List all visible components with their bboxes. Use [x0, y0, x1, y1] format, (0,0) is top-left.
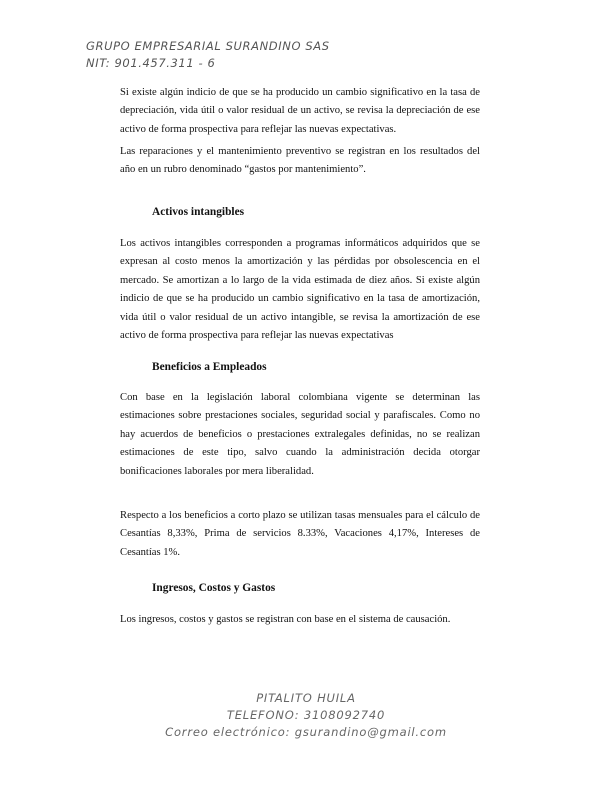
footer-city: PITALITO HUILA [256, 691, 356, 705]
footer-phone: TELEFONO: 3108092740 [226, 708, 386, 722]
letterhead [86, 38, 330, 72]
paragraph-depreciation: Si existe algún indicio de que se ha producido un cambio significativo en la tasa de depreciación, vida útil o valor residual de un activo, se revisa la depreciación de ese activo de forma prospectiva para reflejar las nuevas expectativas. [120, 87, 480, 135]
heading-income-costs: Ingresos, Costos y Gastos [152, 582, 276, 594]
paragraph-employee-benefits: Con base en la legislación laboral colombiana vigente se determinan las estimaciones sobre prestaciones sociales, seguridad social y parafiscales. Como no hay acuerdos de beneficios o prestaciones extralegales definidas, no se realizan estimaciones de este tipo, salvo cuando la administración decida otorgar bonificaciones laborales por mera liberalidad. [120, 392, 480, 477]
paragraph-intangibles: Los activos intangibles corresponden a programas informáticos adquiridos que se expresan al costo menos la amortización y las pérdidas por obsolescencia en el mercado. Se amortizan a lo largo de la vida estimada de diez años. Si existe algún indicio de que se ha producido un cambio significativo en la tasa de amortización, vida útil o valor residual de un activo intangible, se revisa la amortización de ese activo de forma prospectiva para reflejar las nuevas expectativas [120, 238, 480, 342]
paragraph-maintenance: Las reparaciones y el mantenimiento preventivo se registran en los resultados del año en un rubro denominado “gastos por mantenimiento”. [120, 146, 480, 176]
company-name: GRUPO EMPRESARIAL SURANDINO SAS [86, 39, 330, 53]
heading-employee-benefits: Beneficios a Empleados [152, 361, 267, 373]
paragraph-income-costs: Los ingresos, costos y gastos se registran con base en el sistema de causación. [120, 614, 451, 625]
heading-intangibles: Activos intangibles [152, 206, 245, 218]
company-nit: NIT: 901.457.311 - 6 [86, 56, 216, 70]
footer [0, 690, 612, 741]
paragraph-short-term-benefits: Respecto a los beneficios a corto plazo se utilizan tasas mensuales para el cálculo de Cesantías 8,33%, Prima de servicios 8.33%, Vacaciones 4,17%, Intereses de Cesantías 1%. [120, 510, 480, 558]
footer-email: Correo electrónico: gsurandino@gmail.com [165, 725, 447, 739]
